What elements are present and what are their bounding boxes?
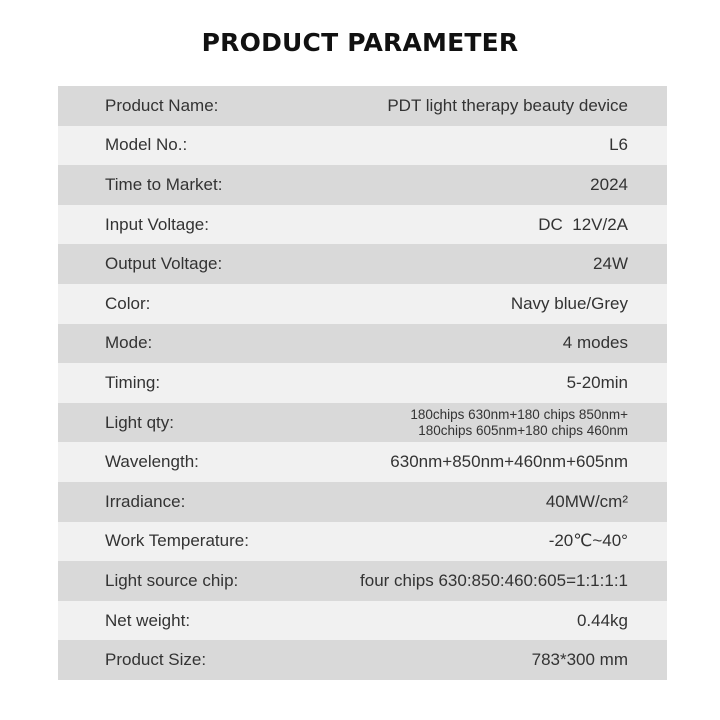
param-label: Product Size: (105, 650, 207, 670)
param-row-mode (58, 324, 667, 364)
page-title: PRODUCT PARAMETER (201, 28, 519, 57)
param-value: 5-20min (566, 372, 628, 392)
param-value: four chips 630:850:460:605=1:1:1:1 (360, 570, 628, 590)
param-label: Net weight: (105, 610, 191, 630)
param-row-irradiance (58, 482, 667, 522)
param-value-line: 180chips 630nm+180 chips 850nm+ (410, 406, 628, 422)
param-row-time-to-market (58, 165, 667, 205)
param-value-line: 180chips 605nm+180 chips 460nm (418, 422, 628, 438)
param-value: Navy blue/Grey (510, 293, 628, 313)
param-label: Timing: (105, 372, 161, 392)
param-value: 783*300 mm (531, 650, 628, 670)
param-row-output-voltage (58, 244, 667, 284)
param-row-color (58, 284, 667, 324)
param-value: DC 12V/2A (538, 214, 628, 234)
param-value: -20℃~40° (548, 531, 628, 551)
param-row-wavelength (58, 442, 667, 482)
param-label: Input Voltage: (105, 214, 209, 234)
param-label: Mode: (105, 333, 153, 353)
param-value: 24W (593, 254, 628, 274)
param-label: Irradiance: (105, 491, 186, 511)
param-value (410, 407, 628, 439)
param-label: Time to Market: (105, 174, 223, 194)
param-row-light-source-chip (58, 561, 667, 601)
param-label: Light source chip: (105, 570, 239, 590)
param-value: PDT light therapy beauty device (387, 95, 628, 115)
param-label: Work Temperature: (105, 531, 249, 551)
param-label: Output Voltage: (105, 254, 223, 274)
param-row-work-temperature (58, 522, 667, 562)
param-row-light-qty (58, 403, 667, 443)
param-value: 630nm+850nm+460nm+605nm (390, 452, 628, 472)
param-row-product-size (58, 640, 667, 680)
param-value: 2024 (590, 174, 628, 194)
param-row-input-voltage (58, 205, 667, 245)
param-row-timing (58, 363, 667, 403)
param-label: Model No.: (105, 135, 188, 155)
param-row-net-weight (58, 601, 667, 641)
param-value: 40MW/cm² (545, 491, 628, 511)
param-row-model-no (58, 126, 667, 166)
param-row-product-name (58, 86, 667, 126)
parameter-table (58, 86, 667, 680)
param-label: Color: (105, 293, 151, 313)
param-value: L6 (609, 135, 628, 155)
param-label: Wavelength: (105, 452, 199, 472)
param-value: 0.44kg (576, 610, 628, 630)
param-value: 4 modes (562, 333, 628, 353)
param-label: Light qty: (105, 412, 174, 432)
param-label: Product Name: (105, 95, 219, 115)
